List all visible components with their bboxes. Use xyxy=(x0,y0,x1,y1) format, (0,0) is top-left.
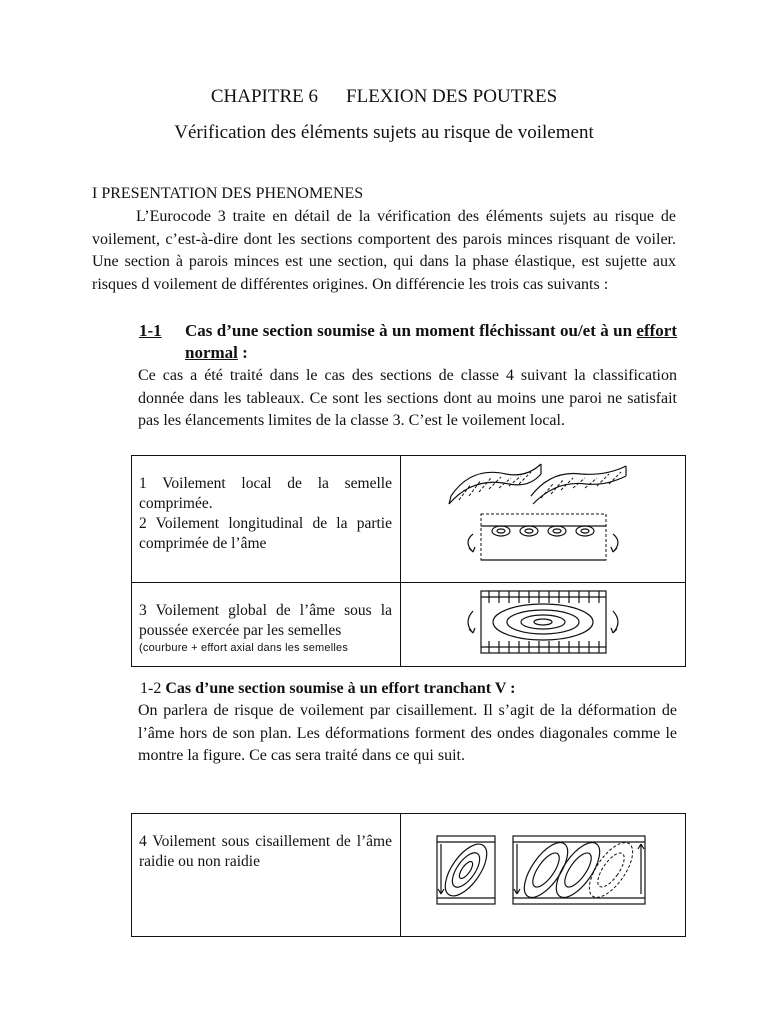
case-1-2-number: 1-2 xyxy=(140,680,162,697)
row2-description xyxy=(132,583,400,655)
row1-description xyxy=(132,456,400,554)
local-buckling-table xyxy=(131,455,686,667)
table-cell-figure xyxy=(401,456,686,583)
page-subtitle: Vérification des éléments sujets au risque de voilement xyxy=(174,122,594,143)
table-row xyxy=(132,583,686,667)
web-global-buckling-figure xyxy=(401,583,685,661)
case-1-2-title: Cas d’une section soumise à un effort tranchant V : xyxy=(165,680,516,697)
case-1-1-title-part1: Cas d’une section soumise à un moment fléchissant ou/et à un xyxy=(185,321,637,340)
table-cell-figure xyxy=(401,583,686,667)
case-1-1-number: 1-1 xyxy=(139,321,162,340)
case-1-1-paragraph: Ce cas a été traité dans le cas des sections de classe 4 suivant la classification donnée dans les tableaux. Ce sont les sections dont au moins une paroi ne satisfait pas les élancements limites de la classe 3. C’est le voilement local. xyxy=(138,367,677,429)
table-cell-figure xyxy=(401,814,686,937)
table-row xyxy=(132,814,686,937)
chapter-label: CHAPITRE 6 xyxy=(210,86,319,107)
shear-buckling-figure xyxy=(401,814,685,931)
row1-line1: 1 Voilement local de la semelle comprimée. xyxy=(139,475,392,512)
row1-line2: 2 Voilement longitudinal de la partie comprimée de l’âme xyxy=(139,515,392,552)
table-row xyxy=(132,456,686,583)
table-cell-text xyxy=(132,814,401,937)
row2-small-text: (courbure + effort axial dans les semelles xyxy=(139,642,349,654)
case-1-1-heading xyxy=(139,320,677,364)
table-cell-text xyxy=(132,583,401,667)
intro-paragraph: L’Eurocode 3 traite en détail de la vérification des éléments sujets au risque de voilement, c’est-à-dire dont les sections comportent des parois minces risquant de voiler. Une section à parois minces est une section, qui dans la phase élastique, est sujette aux risques d voilement de différentes origines. On différencie les trois cas suivants : xyxy=(92,208,676,293)
case-1-2-paragraph: On parlera de risque de voilement par cisaillement. Il s’agit de la déformation de l’âme hors de son plan. Les déformations forment des ondes diagonales comme le montre la figure. Ce cas sera traité dans ce qui suit. xyxy=(138,702,677,764)
row2-main-text: 3 Voilement global de l’âme sous la poussée exercée par les semelles xyxy=(139,602,392,639)
shear-description: 4 Voilement sous cisaillement de l’âme raidie ou non raidie xyxy=(139,833,392,870)
case-1-1-title-underlined: effort normal xyxy=(185,321,677,362)
table-cell-text xyxy=(132,456,401,583)
case-1-2-heading xyxy=(140,680,515,698)
flange-and-web-buckling-figure xyxy=(401,456,685,577)
chapter-heading xyxy=(0,86,768,108)
case-1-1-title xyxy=(185,320,677,364)
chapter-title: FLEXION DES POUTRES xyxy=(346,86,558,107)
shear-buckling-table xyxy=(131,813,686,937)
case-1-1-title-suffix: : xyxy=(237,343,248,362)
section-heading: I PRESENTATION DES PHENOMENES xyxy=(92,185,364,202)
